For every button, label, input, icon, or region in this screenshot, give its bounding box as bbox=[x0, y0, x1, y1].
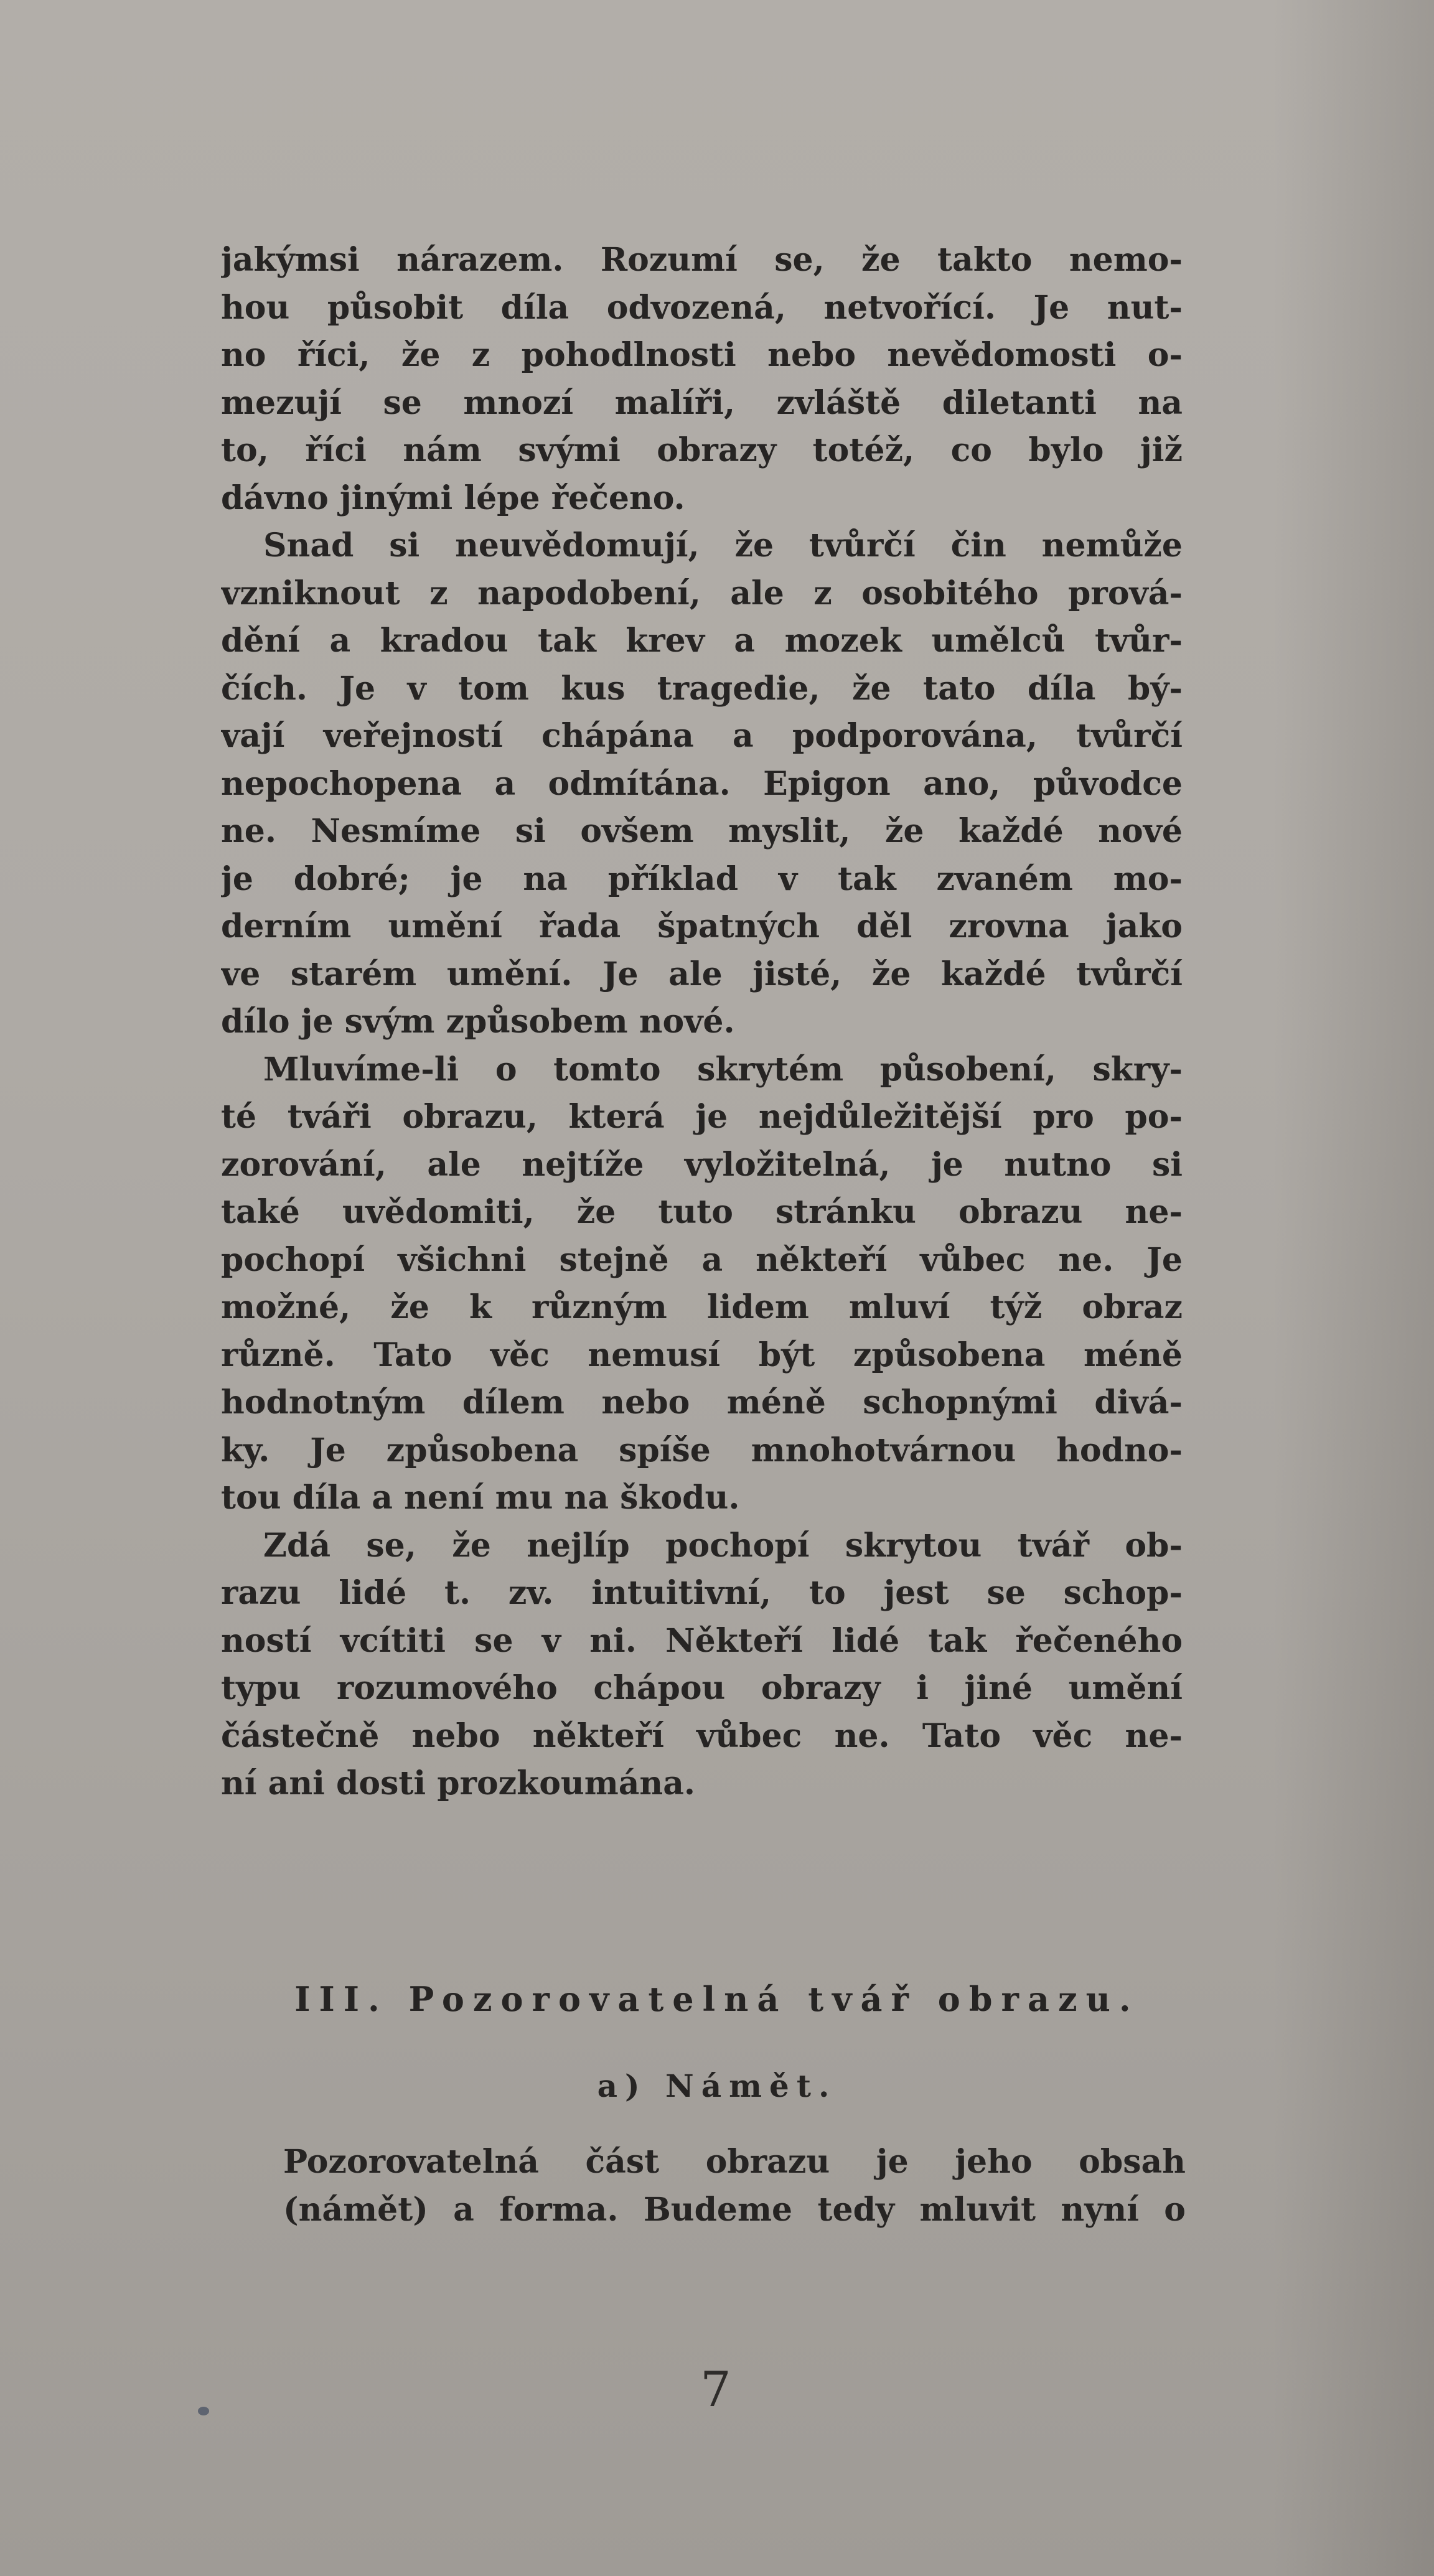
text-line: derním umění řada špatných děl zrovna jako bbox=[221, 907, 1183, 945]
body-text bbox=[221, 237, 1183, 1808]
text-line: té tváři obrazu, která je nejdůležitější pro po- bbox=[221, 1098, 1183, 1136]
text-line: hodnotným dílem nebo méně schopnými divá- bbox=[221, 1384, 1183, 1421]
text-line: vzniknout z napodobení, ale z osobitého prová- bbox=[221, 574, 1183, 612]
final-paragraph bbox=[283, 2138, 1186, 2234]
text-line: (námět) a forma. Budeme tedy mluvit nyní o bbox=[283, 2190, 1186, 2229]
text-line: částečně nebo někteří vůbec ne. Tato věc ne- bbox=[221, 1717, 1183, 1755]
text-line: zorování, ale nejtíže vyložitelná, je nutno si bbox=[221, 1145, 1183, 1184]
page-number: 7 bbox=[700, 2362, 731, 2418]
text-line: nepochopena a odmítána. Epigon ano, původce bbox=[221, 764, 1183, 803]
text-line: razu lidé t. zv. intuitivní, to jest se schop- bbox=[221, 1574, 1183, 1612]
text-line: Snad si neuvědomují, že tvůrčí čin nemůže bbox=[263, 527, 1183, 564]
text-line: ností vcítiti se v ni. Někteří lidé tak řečeného bbox=[221, 1621, 1183, 1660]
ink-speck bbox=[198, 2407, 209, 2415]
text-line: čích. Je v tom kus tragedie, že tato díla bý- bbox=[221, 669, 1183, 708]
text-line: jakýmsi nárazem. Rozumí se, že takto nemo- bbox=[221, 241, 1183, 279]
text-line: také uvědomiti, že tuto stránku obrazu ne- bbox=[221, 1193, 1183, 1231]
text-line: Pozorovatelná část obrazu je jeho obsah bbox=[283, 2143, 1186, 2181]
text-line: typu rozumového chápou obrazy i jiné umění bbox=[221, 1669, 1183, 1707]
section-heading: III. Pozorovatelná tvář obrazu. bbox=[294, 1979, 1140, 2019]
text-line: hou působit díla odvozená, netvořící. Je nut- bbox=[221, 288, 1183, 327]
text-line: Mluvíme-li o tomto skrytém působení, skry- bbox=[263, 1050, 1183, 1089]
text-line: Zdá se, že nejlíp pochopí skrytou tvář ob- bbox=[263, 1526, 1183, 1565]
text-line: dílo je svým způsobem nové. bbox=[221, 1003, 735, 1041]
text-line: je dobré; je na příklad v tak zvaném mo- bbox=[221, 859, 1183, 898]
text-line: tou díla a není mu na škodu. bbox=[221, 1479, 740, 1517]
text-line: pochopí všichni stejně a někteří vůbec ne. Je bbox=[221, 1240, 1183, 1279]
text-line: možné, že k různým lidem mluví týž obraz bbox=[221, 1288, 1183, 1326]
subsection-heading: a) Námět. bbox=[597, 2068, 837, 2104]
text-line: ve starém umění. Je ale jisté, že každé tvůrčí bbox=[221, 955, 1183, 993]
text-line: různě. Tato věc nemusí být způsobena méně bbox=[221, 1336, 1183, 1374]
text-line: no říci, že z pohodlnosti nebo nevědomosti o- bbox=[221, 336, 1183, 374]
text-line: vají veřejností chápána a podporována, tvůrčí bbox=[221, 717, 1183, 755]
text-line: ní ani dosti prozkoumána. bbox=[221, 1764, 696, 1802]
page-shadow bbox=[1272, 0, 1434, 2576]
text-line: ky. Je způsobena spíše mnohotvárnou hodno- bbox=[221, 1431, 1183, 1469]
text-line: dávno jinými lépe řečeno. bbox=[221, 479, 685, 517]
text-line: mezují se mnozí malíři, zvláště diletanti na bbox=[221, 383, 1183, 422]
text-line: dění a kradou tak krev a mozek umělců tvůr- bbox=[221, 622, 1183, 660]
text-line: ne. Nesmíme si ovšem myslit, že každé nové bbox=[221, 812, 1183, 850]
text-line: to, říci nám svými obrazy totéž, co bylo již bbox=[221, 431, 1183, 469]
